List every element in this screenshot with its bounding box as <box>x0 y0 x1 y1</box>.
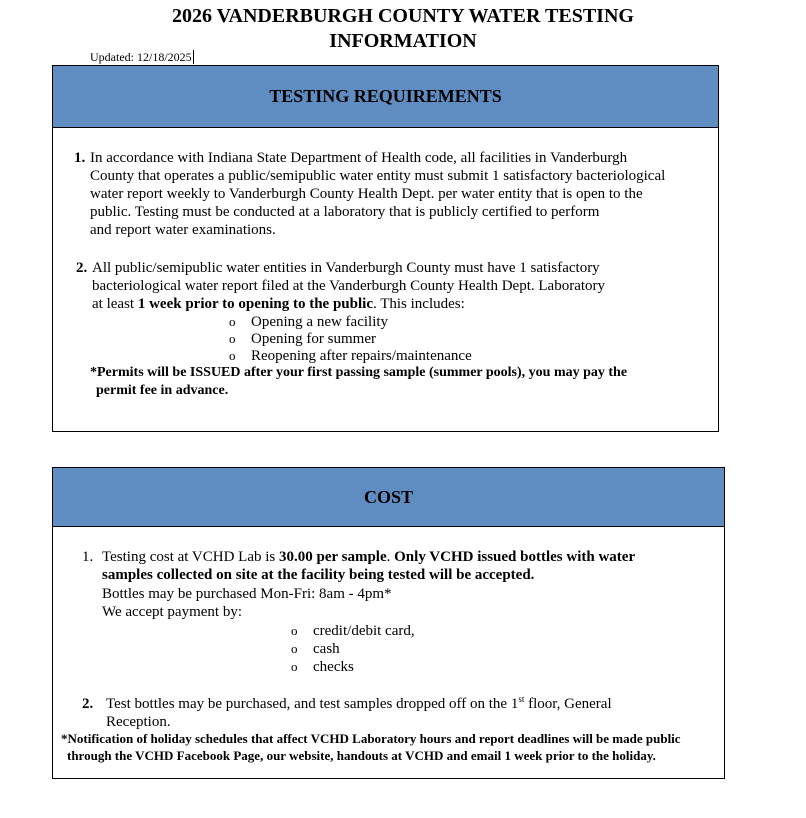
req-bullet-item <box>229 347 472 365</box>
req-item1-number: 1. <box>74 150 86 166</box>
circle-bullet-icon: o <box>229 314 236 329</box>
document-title <box>0 4 806 54</box>
text-segment: at least <box>92 296 138 312</box>
bullet-text: checks <box>313 659 354 675</box>
req-item1-line: public. Testing must be conducted at a laboratory that is publicly certified to perform <box>90 204 600 220</box>
req-item2-line: bacteriological water report filed at the Vanderburgh County Health Dept. Laboratory <box>92 278 606 294</box>
circle-bullet-icon: o <box>229 348 236 363</box>
req-item2-line: All public/semipublic water entities in Vanderburgh County must have 1 satisfactory <box>92 260 600 276</box>
text-segment: . This includes: <box>372 296 465 312</box>
title-line-1: 2026 VANDERBURGH COUNTY WATER TESTING <box>172 5 634 27</box>
text-segment: . <box>386 549 395 565</box>
circle-bullet-icon: o <box>291 623 298 638</box>
payment-method-item <box>291 622 415 640</box>
cost-heading: COST <box>53 468 724 527</box>
cost-item1-number: 1. <box>82 549 94 565</box>
text-segment: Testing cost at VCHD Lab is <box>102 549 279 565</box>
cost-item1-line: samples collected on site at the facility being tested will be accepted. <box>102 567 535 583</box>
cost-item2-line: Reception. <box>106 714 171 730</box>
payment-method-item <box>291 658 354 676</box>
holiday-note-line: *Notification of holiday schedules that affect VCHD Laboratory hours and report deadlines will be made public <box>61 731 681 746</box>
payment-method-item <box>291 640 340 658</box>
cost-item2-line <box>106 695 612 713</box>
bullet-text: Reopening after repairs/maintenance <box>251 348 472 364</box>
bold-text-segment: 1 week prior to opening to the public <box>137 296 373 312</box>
text-segment: Test bottles may be purchased, and test samples dropped off on the 1 <box>106 696 519 712</box>
superscript: st <box>518 694 525 704</box>
cost-price: 30.00 per sample <box>279 549 387 565</box>
req-item2-number: 2. <box>76 260 88 276</box>
cost-item1-line: We accept payment by: <box>102 604 242 620</box>
title-line-2: INFORMATION <box>329 30 477 52</box>
testing-requirements-section <box>52 65 719 432</box>
req-item1-line: water report weekly to Vanderburgh County Health Dept. per water entity that is open to the <box>90 186 643 202</box>
text-segment: floor, General <box>524 696 612 712</box>
req-item1-line: In accordance with Indiana State Department of Health code, all facilities in Vanderburgh <box>90 150 628 166</box>
bold-text-segment: Only VCHD issued bottles with water <box>394 549 636 565</box>
bullet-text: Opening for summer <box>251 331 376 347</box>
cost-item1-line <box>102 548 635 566</box>
cost-section <box>52 467 725 779</box>
updated-date: Updated: 12/18/2025 <box>90 50 192 64</box>
req-item2-line <box>92 295 465 313</box>
req-bullet-item <box>229 313 388 331</box>
testing-requirements-heading: TESTING REQUIREMENTS <box>53 66 718 128</box>
circle-bullet-icon: o <box>229 331 236 346</box>
cost-item2-number: 2. <box>82 696 94 712</box>
bullet-text: cash <box>313 641 340 657</box>
req-item1-line: and report water examinations. <box>90 222 276 238</box>
permit-note-line: permit fee in advance. <box>96 383 229 398</box>
holiday-note-line: through the VCHD Facebook Page, our website, handouts at VCHD and email 1 week prior to the holiday. <box>67 748 656 763</box>
bullet-text: credit/debit card, <box>313 623 415 639</box>
circle-bullet-icon: o <box>291 641 298 656</box>
permit-note-line: *Permits will be ISSUED after your first passing sample (summer pools), you may pay the <box>90 365 628 380</box>
req-bullet-item <box>229 330 376 348</box>
circle-bullet-icon: o <box>291 659 298 674</box>
req-item1-line: County that operates a public/semipublic water entity must submit 1 satisfactory bacteriological <box>90 168 666 184</box>
cost-item1-line: Bottles may be purchased Mon-Fri: 8am - 4pm* <box>102 586 392 602</box>
bullet-text: Opening a new facility <box>251 314 389 330</box>
